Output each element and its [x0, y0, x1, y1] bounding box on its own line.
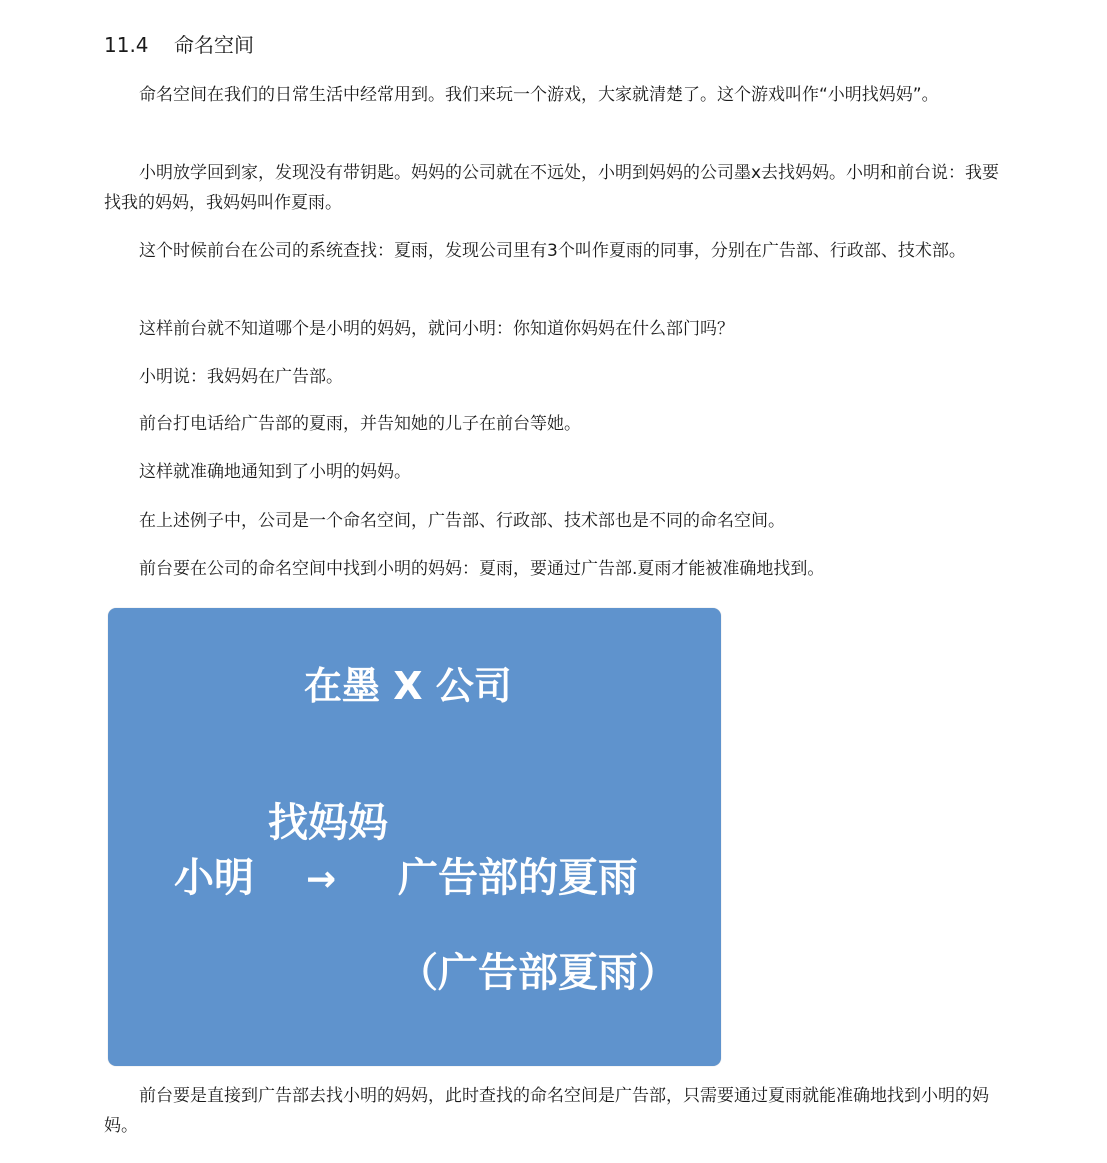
right-arrow-icon: →	[306, 859, 337, 900]
paragraph-10: 前台要是直接到广告部去找小明的妈妈，此时查找的命名空间是广告部，只需要通过夏雨就能准确地找到小明的妈妈。	[104, 1086, 989, 1136]
figure-xiaoming-label: 小明	[174, 855, 254, 901]
paragraph-3: 这个时候前台在公司的系统查找：夏雨，发现公司里有3个叫作夏雨的同事，分别在广告部、行政部、技术部。	[139, 241, 966, 261]
section-title: 命名空间	[173, 33, 254, 57]
paragraph-7: 这样就准确地通知到了小明的妈妈。	[139, 462, 411, 482]
figure-action-label: 找妈妈	[268, 800, 388, 846]
paragraph-1: 命名空间在我们的日常生活中经常用到。我们来玩一个游戏，大家就清楚了。这个游戏叫作“小明找妈妈”。	[139, 85, 939, 105]
paragraph-8: 在上述例子中，公司是一个命名空间，广告部、行政部、技术部也是不同的命名空间。	[139, 511, 785, 531]
paragraph-9: 前台要在公司的命名空间中找到小明的妈妈：夏雨，要通过广告部.夏雨才能被准确地找到。	[139, 559, 825, 579]
paragraph-4: 这样前台就不知道哪个是小明的妈妈，就问小明：你知道你妈妈在什么部门吗？	[139, 319, 734, 339]
figure-target-label: 广告部的夏雨	[398, 855, 638, 901]
section-number: 11.4	[104, 33, 149, 57]
paragraph-5: 小明说：我妈妈在广告部。	[139, 367, 343, 387]
paragraph-2: 小明放学回到家，发现没有带钥匙。妈妈的公司就在不远处，小明到妈妈的公司墨x去找妈妈。小明和前台说：我要找我的妈妈，我妈妈叫作夏雨。	[104, 163, 1000, 213]
diagram-figure	[108, 608, 721, 1066]
figure-note-label: （广告部夏雨）	[398, 950, 678, 996]
figure-company-label: 在墨 X 公司	[304, 664, 512, 708]
section-heading	[104, 30, 254, 60]
paragraph-6: 前台打电话给广告部的夏雨，并告知她的儿子在前台等她。	[139, 414, 581, 434]
